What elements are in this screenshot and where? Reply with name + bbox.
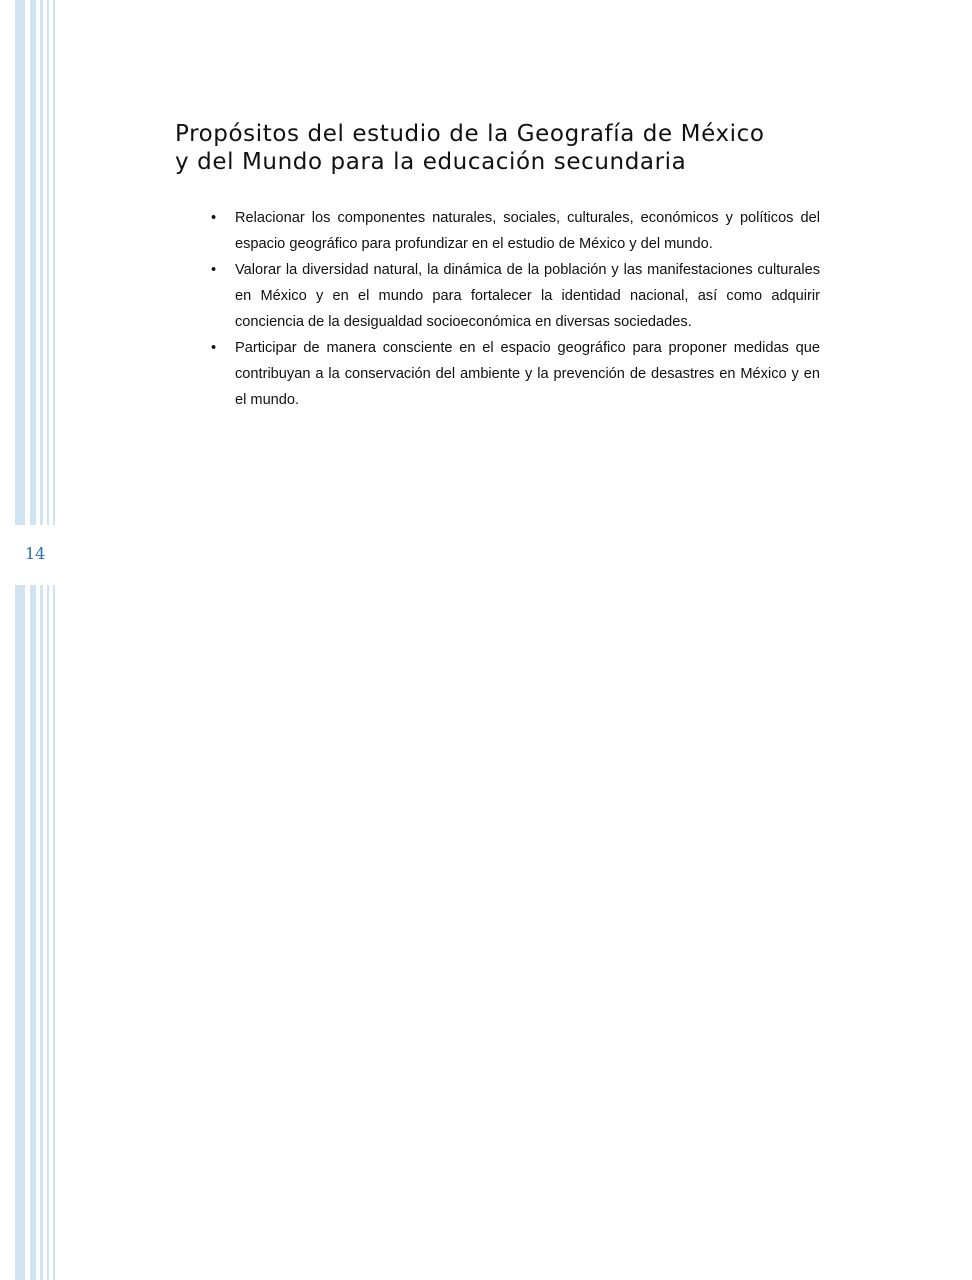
stripe	[40, 0, 43, 525]
purposes-list	[205, 205, 820, 413]
stripe	[15, 585, 25, 1280]
stripe	[15, 0, 25, 525]
stripe	[30, 0, 36, 525]
bullet-icon: •	[211, 340, 217, 356]
bullet-icon: •	[211, 210, 217, 226]
stripe	[53, 585, 55, 1280]
stripe	[53, 0, 55, 525]
title-line: Propósitos del estudio de la Geografía de México	[175, 121, 765, 147]
title-line: y del Mundo para la educación secundaria	[175, 149, 687, 175]
list-item	[205, 205, 820, 257]
list-item-text: Valorar la diversidad natural, la dinámica de la población y las manifestaciones culturales en México y en el mundo para fortalecer la identidad nacional, así como adquirir conciencia de la desigualdad socioeconómica en diversas sociedades.	[235, 262, 820, 330]
stripe	[40, 585, 43, 1280]
stripe	[47, 585, 49, 1280]
stripe	[47, 0, 49, 525]
page-number: 14	[25, 544, 46, 563]
list-item-text: Participar de manera consciente en el espacio geográfico para proponer medidas que contribuyan a la conservación del ambiente y la prevención de desastres en México y en el mundo.	[235, 340, 820, 408]
list-item-text: Relacionar los componentes naturales, sociales, culturales, económicos y políticos del espacio geográfico para profundizar en el estudio de México y del mundo.	[235, 210, 820, 252]
page-title	[175, 120, 765, 176]
bullet-icon: •	[211, 262, 217, 278]
list-item	[205, 335, 820, 413]
stripe	[30, 585, 36, 1280]
list-item	[205, 257, 820, 335]
